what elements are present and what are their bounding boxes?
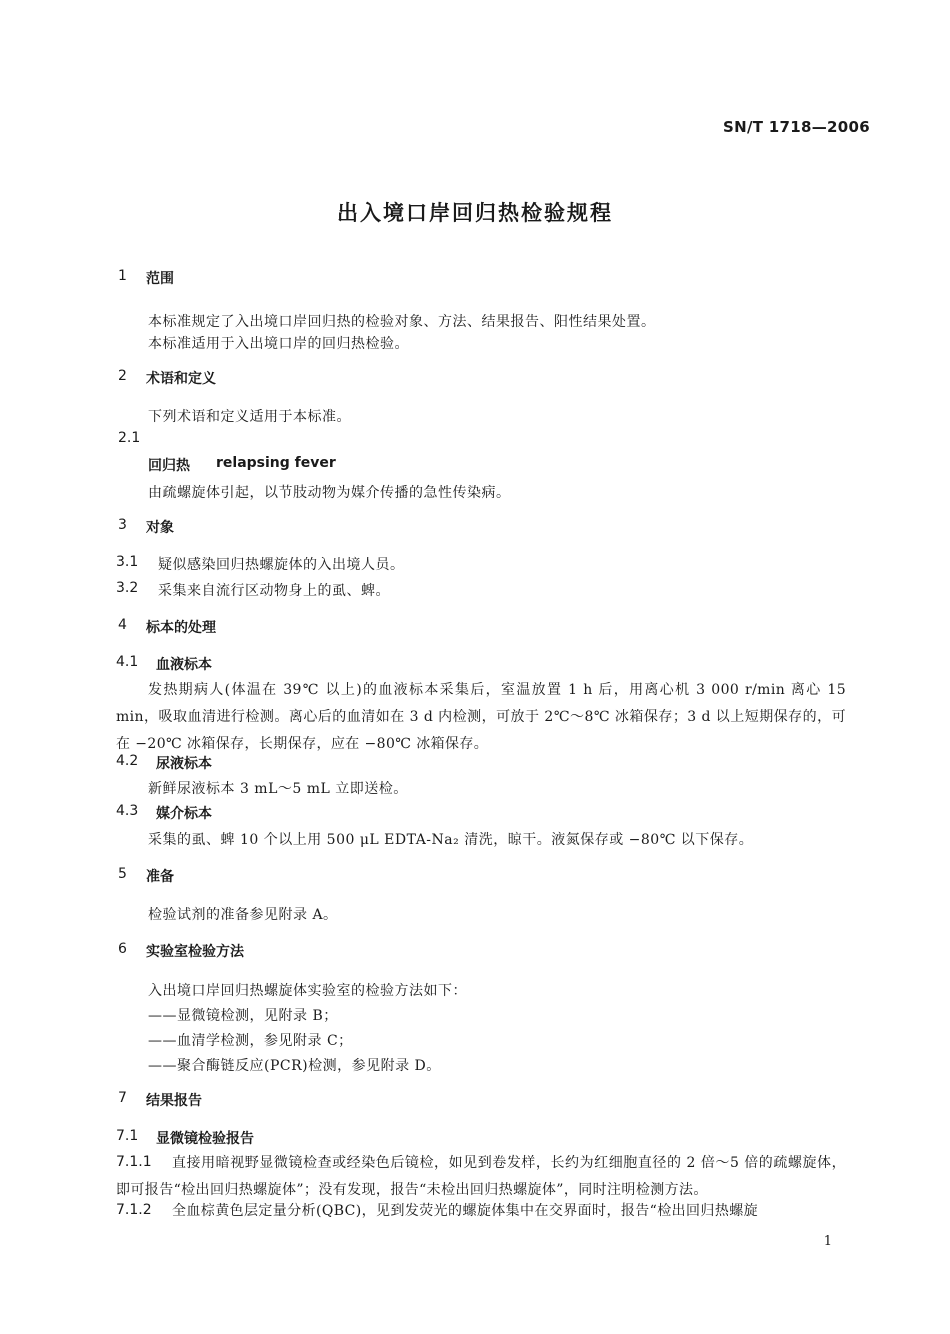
section-7-number: 7	[118, 1090, 127, 1106]
section-2-para-1: 下列术语和定义适用于本标准。	[148, 409, 351, 425]
section-4-title: 标本的处理	[146, 620, 216, 636]
section-5-title: 准备	[146, 869, 174, 885]
section-5-para-1: 检验试剂的准备参见附录 A。	[148, 907, 338, 923]
section-7-1-1-number: 7.1.1	[116, 1154, 152, 1170]
section-4-3-number: 4.3	[116, 803, 139, 819]
section-7-1-title: 显微镜检验报告	[156, 1131, 254, 1147]
list-item: ——血清学检测，参见附录 C；	[148, 1033, 353, 1049]
section-7-1-number: 7.1	[116, 1128, 139, 1144]
item-3-1-number: 3.1	[116, 554, 139, 570]
section-4-1-title: 血液标本	[156, 657, 212, 673]
item-3-2-number: 3.2	[116, 580, 139, 596]
section-6-title: 实验室检验方法	[146, 944, 244, 960]
section-3-title: 对象	[146, 520, 174, 536]
section-4-2-title: 尿液标本	[156, 756, 212, 772]
term-definition: 由疏螺旋体引起，以节肢动物为媒介传播的急性传染病。	[148, 485, 511, 501]
section-2-1-number: 2.1	[118, 430, 141, 446]
section-7-title: 结果报告	[146, 1093, 202, 1109]
section-4-2-number: 4.2	[116, 753, 139, 769]
section-1-para-2: 本标准适用于入出境口岸的回归热检验。	[148, 336, 409, 352]
section-4-2-text: 新鲜尿液标本 3 mL～5 mL 立即送检。	[148, 781, 408, 797]
item-3-1-text: 疑似感染回归热螺旋体的入出境人员。	[158, 557, 405, 573]
section-7-1-1-text: 直接用暗视野显微镜检查或经染色后镜检，如见到卷发样，长约为红细胞直径的 2 倍～5 倍的疏螺旋体，即可报告“检出回归热螺旋体”；没有发现，报告“未检出回归热螺旋体”，同时注明检测方法。	[116, 1155, 846, 1198]
section-4-number: 4	[118, 617, 127, 633]
section-2-title: 术语和定义	[146, 371, 216, 387]
document-title: 出入境口岸回归热检验规程	[337, 201, 613, 225]
section-6-para-1: 入出境口岸回归热螺旋体实验室的检验方法如下：	[148, 983, 467, 999]
item-3-2-text: 采集来自流行区动物身上的虱、蜱。	[158, 583, 390, 599]
section-4-1-text: 发热期病人(体温在 39℃ 以上)的血液标本采集后，室温放置 1 h 后，用离心机 3 000 r/min 离心 15 min，吸取血清进行检测。离心后的血清如在 3 d 内检测，可放于 2℃～8℃ 冰箱保存；3 d 以上短期保存的，可在 −20℃ 冰箱保存，长期保存，应在 −80℃ 冰箱保存。	[116, 682, 846, 752]
section-1-number: 1	[118, 268, 127, 284]
section-6-number: 6	[118, 941, 127, 957]
section-1-para-1: 本标准规定了入出境口岸回归热的检验对象、方法、结果报告、阳性结果处置。	[148, 314, 656, 330]
section-7-1-2-text: 全血棕黄色层定量分析(QBC)，见到发荧光的螺旋体集中在交界面时，报告“检出回归热螺旋	[172, 1203, 759, 1219]
section-4-3-title: 媒介标本	[156, 806, 212, 822]
section-4-1-number: 4.1	[116, 654, 139, 670]
section-4-3-text: 采集的虱、蜱 10 个以上用 500 μL EDTA-Na₂ 清洗，晾干。液氮保存或 −80℃ 以下保存。	[148, 832, 754, 848]
section-5-number: 5	[118, 866, 127, 882]
section-1-title: 范围	[146, 271, 174, 287]
section-3-number: 3	[118, 517, 127, 533]
section-7-1-2-number: 7.1.2	[116, 1202, 152, 1218]
list-item: ——聚合酶链反应(PCR)检测，参见附录 D。	[148, 1058, 441, 1074]
term-chinese: 回归热	[148, 458, 190, 474]
section-2-number: 2	[118, 368, 127, 384]
term-english: relapsing fever	[216, 455, 336, 471]
list-item: ——显微镜检测，见附录 B；	[148, 1008, 338, 1024]
standard-number: SN/T 1718—2006	[723, 118, 870, 136]
page-number: 1	[823, 1234, 832, 1249]
